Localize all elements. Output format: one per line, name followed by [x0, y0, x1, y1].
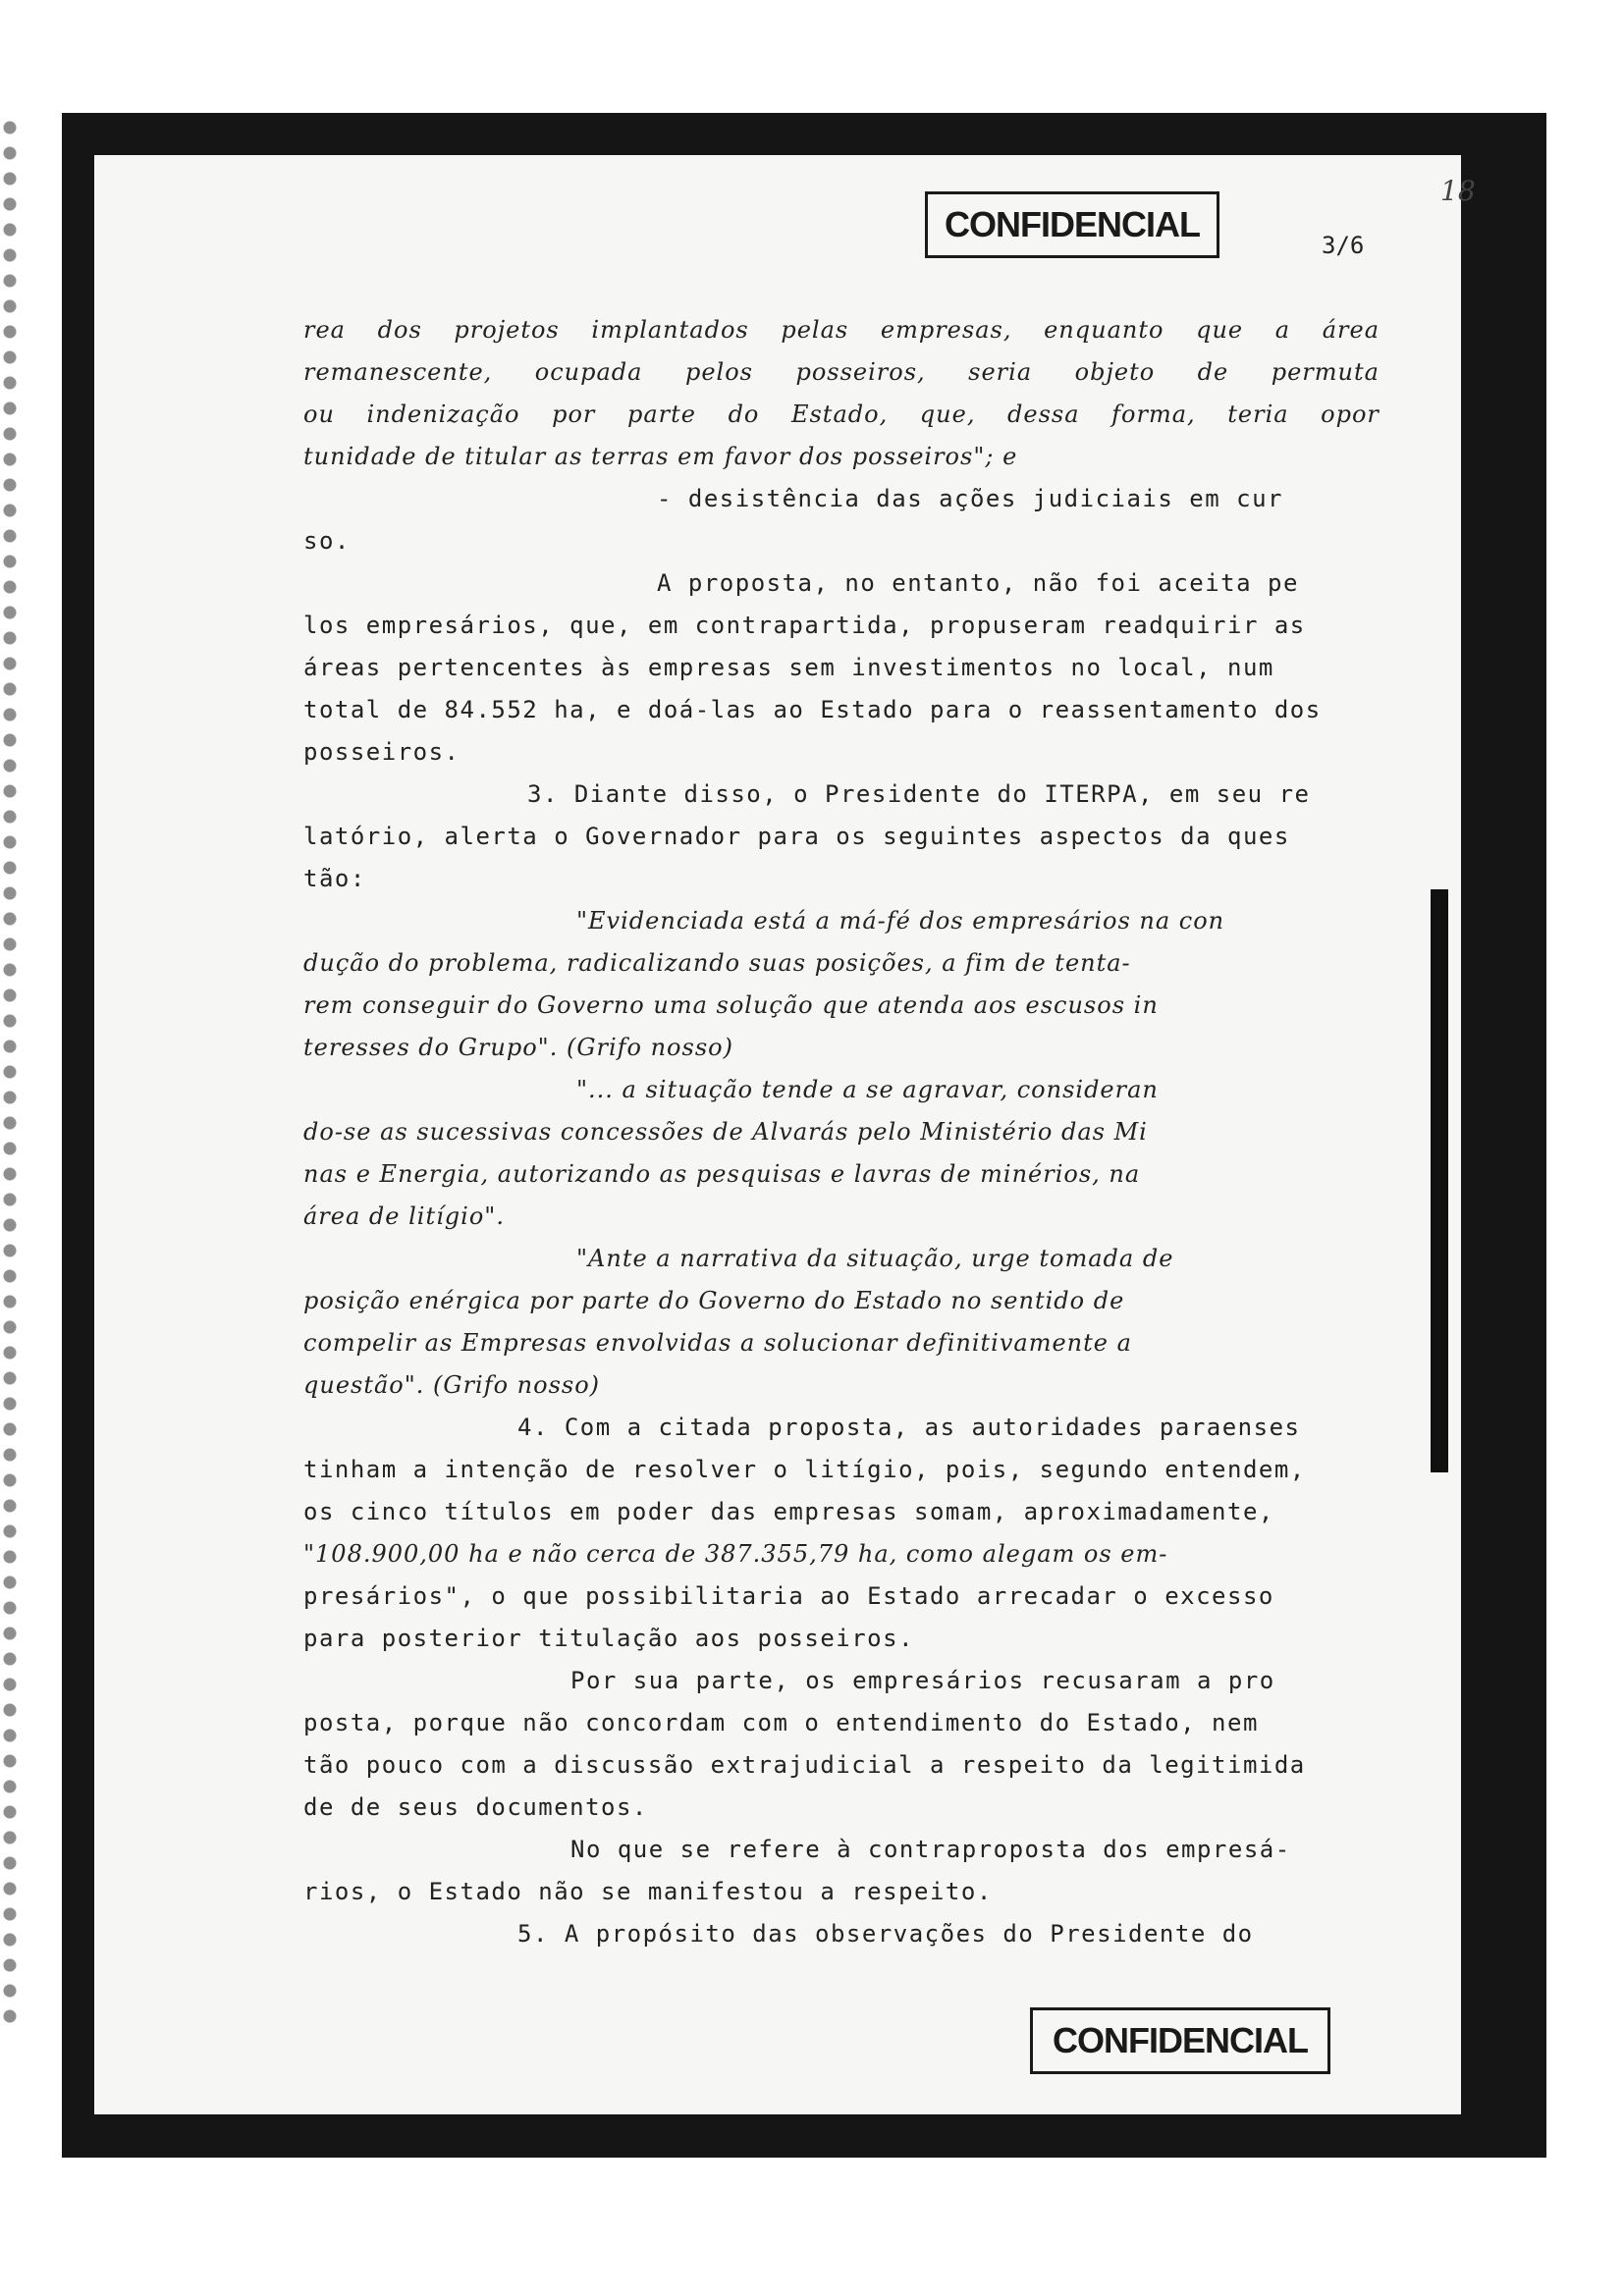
- text-line: "108.900,00 ha e não cerca de 387.355,79 ha, como alegam os em-: [303, 1540, 1168, 1568]
- text-line: 5. A propósito das observações do Presidente do: [517, 1920, 1254, 1948]
- text-line: posição enérgica por parte do Governo do Estado no sentido de: [303, 1287, 1125, 1314]
- text-line: presários", o que possibilitaria ao Estado arrecadar o excesso: [303, 1582, 1274, 1610]
- margin-marker-bar: [1431, 889, 1448, 1472]
- text-line: so.: [303, 527, 351, 555]
- text-line: rem conseguir do Governo uma solução que atenda aos escusos in: [303, 991, 1159, 1019]
- text-line: compelir as Empresas envolvidas a solucionar definitivamente a: [303, 1329, 1132, 1357]
- document-body: [303, 309, 1380, 1955]
- text-line: questão". (Grifo nosso): [303, 1371, 601, 1399]
- text-line: remanescente, ocupada pelos posseiros, seria objeto de permuta: [303, 358, 1380, 386]
- text-line: "Ante a narrativa da situação, urge tomada de: [576, 1245, 1174, 1272]
- text-line: tão pouco com a discussão extrajudicial a respeito da legitimida: [303, 1751, 1306, 1779]
- text-line: dução do problema, radicalizando suas posições, a fim de tenta-: [303, 949, 1131, 977]
- text-line: posseiros.: [303, 738, 460, 766]
- text-line: tunidade de titular as terras em favor dos posseiros"; e: [303, 443, 1018, 470]
- text-line: "... a situação tende a se agravar, consideran: [576, 1076, 1159, 1103]
- punch-holes: [0, 118, 20, 2032]
- confidencial-stamp-bottom: CONFIDENCIAL: [1030, 2007, 1330, 2074]
- text-line: rios, o Estado não se manifestou a respeito.: [303, 1878, 993, 1905]
- text-line: latório, alerta o Governador para os seguintes aspectos da ques: [303, 823, 1290, 850]
- text-line: 4. Com a citada proposta, as autoridades paraenses: [517, 1414, 1301, 1441]
- text-line: para posterior titulação aos posseiros.: [303, 1625, 915, 1652]
- text-line: teresses do Grupo". (Grifo nosso): [303, 1034, 733, 1061]
- text-line: tinham a intenção de resolver o litígio, pois, segundo entendem,: [303, 1456, 1306, 1483]
- text-line: ou indenização por parte do Estado, que, dessa forma, teria opor: [303, 400, 1380, 428]
- text-line: rea dos projetos implantados pelas empresas, enquanto que a área: [303, 316, 1380, 344]
- confidencial-stamp-top: CONFIDENCIAL: [925, 191, 1219, 258]
- text-line: os cinco títulos em poder das empresas somam, aproximadamente,: [303, 1498, 1274, 1525]
- text-line: nas e Energia, autorizando as pesquisas e lavras de minérios, na: [303, 1160, 1141, 1188]
- text-line: "Evidenciada está a má-fé dos empresários na con: [576, 907, 1225, 934]
- text-line: tão:: [303, 865, 366, 892]
- text-line: Por sua parte, os empresários recusaram a pro: [570, 1667, 1275, 1694]
- text-line: áreas pertencentes às empresas sem investimentos no local, num: [303, 654, 1274, 681]
- text-line: total de 84.552 ha, e doá-las ao Estado para o reassentamento dos: [303, 696, 1322, 723]
- text-line: - desistência das ações judiciais em cur: [657, 485, 1283, 512]
- handwritten-page-mark: 18: [1440, 175, 1476, 207]
- text-line: los empresários, que, em contrapartida, propuseram readquirir as: [303, 612, 1306, 639]
- text-line: posta, porque não concordam com o entendimento do Estado, nem: [303, 1709, 1259, 1736]
- text-line: área de litígio".: [303, 1202, 505, 1230]
- text-line: 3. Diante disso, o Presidente do ITERPA, em seu re: [527, 780, 1311, 808]
- text-line: A proposta, no entanto, não foi aceita pe: [657, 569, 1299, 597]
- text-line: No que se refere à contraproposta dos empresá-: [570, 1836, 1291, 1863]
- text-line: do-se as sucessivas concessões de Alvarás pelo Ministério das Mi: [303, 1118, 1148, 1146]
- page-number: 3/6: [1322, 232, 1365, 259]
- text-line: de de seus documentos.: [303, 1793, 648, 1821]
